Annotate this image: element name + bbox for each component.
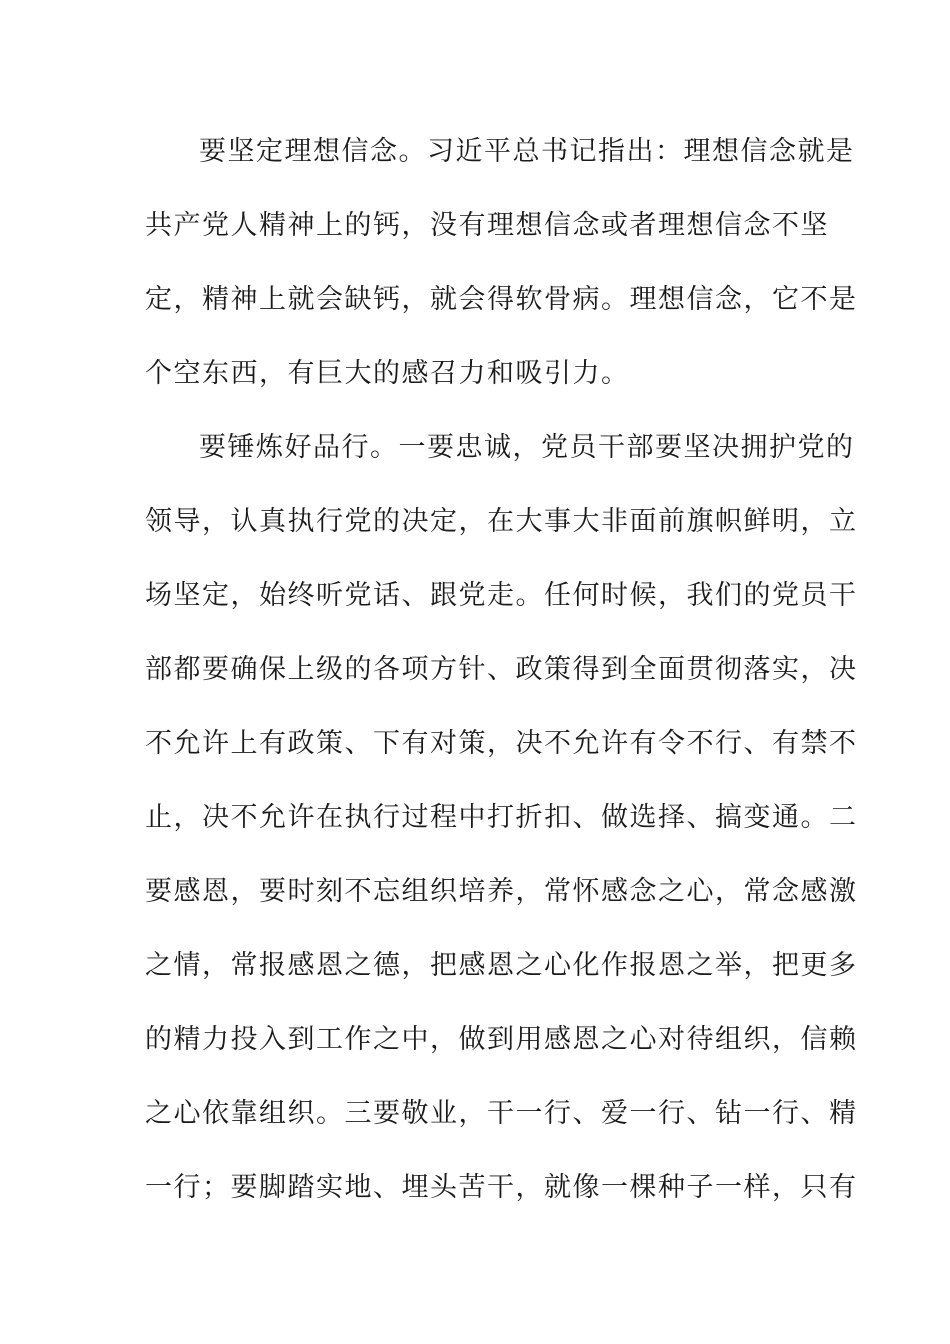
paragraph-1-line-4: 个空东西，有巨大的感召力和吸引力。 [145,358,630,389]
paragraph-2-line-2: 领导，认真执行党的决定，在大事大非面前旗帜鲜明，立 [145,506,858,537]
paragraph-2-line-4: 部都要确保上级的各项方针、政策得到全面贯彻落实，决 [145,654,858,685]
paragraph-1-line-2: 共产党人精神上的钙，没有理想信念或者理想信念不坚 [145,210,829,241]
paragraph-2-line-8: 之情，常报感恩之德，把感恩之心化作报恩之举，把更多 [145,950,858,981]
paragraph-1-line-1: 要坚定理想信念。习近平总书记指出：理想信念就是 [199,136,855,167]
paragraph-2-line-7: 要感恩，要时刻不忘组织培养，常怀感念之心，常念感激 [145,876,858,907]
paragraph-2-line-6: 止，决不允许在执行过程中打折扣、做选择、搞变通。二 [145,802,858,833]
paragraph-2-line-1: 要锤炼好品行。一要忠诚，党员干部要坚决拥护党的 [199,432,855,463]
paragraph-2-line-5: 不允许上有政策、下有对策，决不允许有令不行、有禁不 [145,728,858,759]
paragraph-2-line-3: 场坚定，始终听党话、跟党走。任何时候，我们的党员干 [145,580,858,611]
paragraph-2-line-9: 的精力投入到工作之中，做到用感恩之心对待组织，信赖 [145,1024,858,1055]
paragraph-2-line-10: 之心依靠组织。三要敬业，干一行、爱一行、钻一行、精 [145,1098,858,1129]
paragraph-1-line-3: 定，精神上就会缺钙，就会得软骨病。理想信念，它不是 [145,284,858,315]
paragraph-2-line-11: 一行；要脚踏实地、埋头苦干，就像一棵种子一样，只有 [145,1172,858,1203]
